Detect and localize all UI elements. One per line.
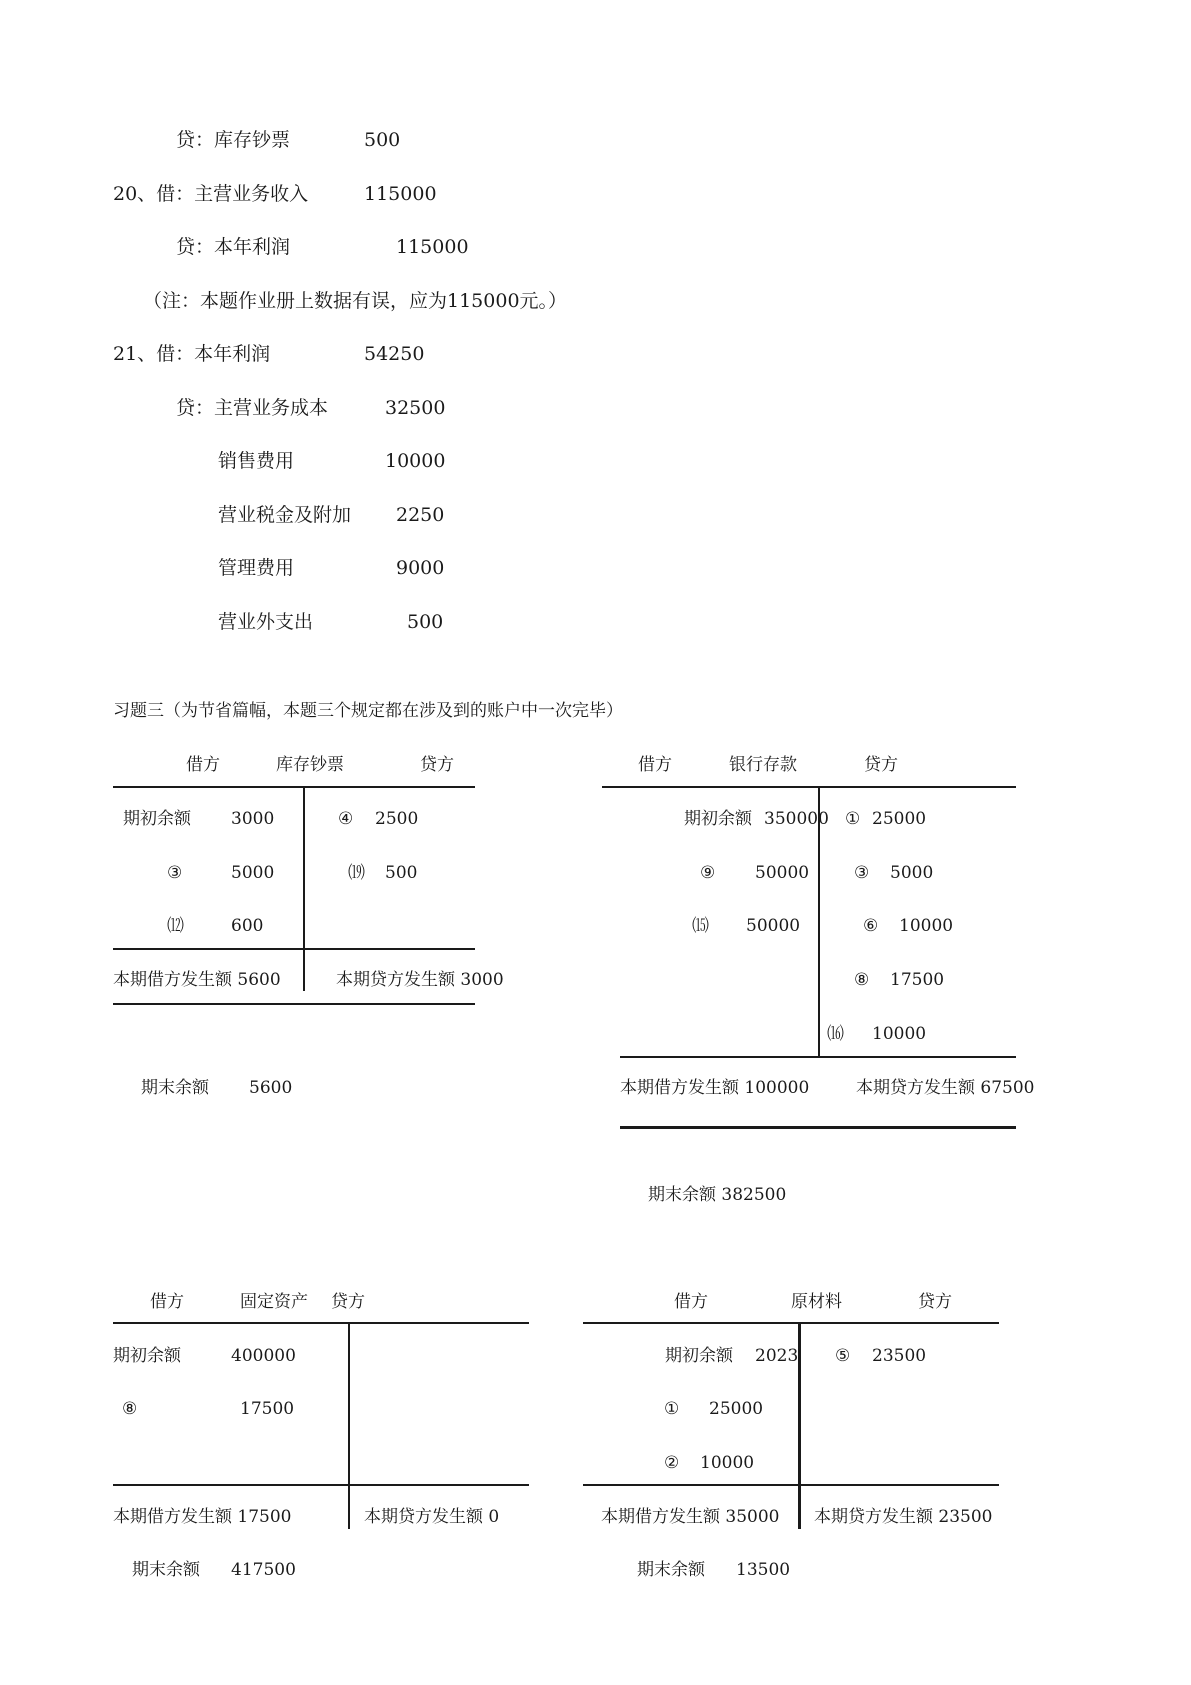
debit-total: 本期借方发生额 17500 [113, 1507, 292, 1527]
credit-header: 贷方 [420, 755, 454, 775]
debit-ref: 期初余额 [665, 1346, 733, 1366]
debit-amount: 2023 [755, 1346, 799, 1366]
journal-note: （注：本题作业册上数据有误，应为115000元。） [143, 290, 568, 312]
credit-total: 本期贷方发生额 3000 [336, 970, 504, 990]
journal-amount: 10000 [385, 450, 446, 472]
debit-amount: 25000 [709, 1399, 764, 1419]
credit-ref: ⑥ [863, 916, 879, 936]
credit-amount: 10000 [899, 916, 954, 936]
debit-ref: ⑧ [122, 1399, 138, 1419]
journal-amount: 115000 [396, 236, 469, 258]
credit-header: 贷方 [918, 1292, 952, 1312]
journal-amount: 32500 [385, 397, 446, 419]
debit-amount: 3000 [231, 809, 275, 829]
ending-balance: 期末余额 382500 [648, 1185, 787, 1205]
total-rule [583, 1484, 999, 1486]
debit-ref: ⒂ [692, 916, 709, 936]
debit-amount: 5000 [231, 863, 275, 883]
debit-total: 本期借方发生额 5600 [113, 970, 281, 990]
header-rule [113, 786, 475, 788]
total-rule [620, 1056, 1016, 1058]
debit-amount: 400000 [231, 1346, 296, 1366]
ending-amount: 13500 [736, 1560, 791, 1580]
journal-amount: 500 [407, 611, 444, 633]
journal-account: 贷：库存钞票 [176, 129, 291, 151]
bottom-rule [620, 1126, 1016, 1129]
debit-header: 借方 [638, 755, 672, 775]
debit-ref: ⑨ [700, 863, 716, 883]
credit-amount: 10000 [872, 1024, 927, 1044]
journal-amount: 9000 [396, 557, 445, 579]
debit-header: 借方 [186, 755, 220, 775]
header-rule [113, 1322, 529, 1324]
account-name: 原材料 [791, 1292, 842, 1312]
bottom-rule [113, 1003, 475, 1005]
credit-ref: ③ [854, 863, 870, 883]
credit-ref: ⑧ [854, 970, 870, 990]
credit-ref: ⑤ [835, 1346, 851, 1366]
center-rule [798, 1322, 801, 1529]
credit-ref: ④ [338, 809, 354, 829]
debit-ref: 期初余额 [123, 809, 191, 829]
journal-account: 管理费用 [218, 557, 295, 579]
debit-ref: ③ [167, 863, 183, 883]
journal-account: 贷：本年利润 [176, 236, 291, 258]
total-rule [113, 1484, 529, 1486]
journal-account: 营业外支出 [218, 611, 314, 633]
debit-total: 本期借方发生额 35000 [601, 1507, 780, 1527]
section-title: 习题三（为节省篇幅，本题三个规定都在涉及到的账户中一次完毕） [113, 701, 623, 721]
debit-header: 借方 [674, 1292, 708, 1312]
total-rule [113, 948, 475, 950]
debit-ref: ① [664, 1399, 680, 1419]
debit-amount: 50000 [755, 863, 810, 883]
credit-total: 本期贷方发生额 67500 [856, 1078, 1035, 1098]
debit-header: 借方 [150, 1292, 184, 1312]
center-rule [348, 1322, 350, 1529]
journal-account: 销售费用 [218, 450, 295, 472]
credit-amount: 500 [385, 863, 418, 883]
center-rule [303, 786, 305, 991]
credit-ref: ⒃ [827, 1024, 844, 1044]
credit-amount: 17500 [890, 970, 945, 990]
debit-amount: 350000 [764, 809, 829, 829]
header-rule [602, 786, 1016, 788]
journal-account: 贷：主营业务成本 [176, 397, 329, 419]
debit-amount: 10000 [700, 1453, 755, 1473]
account-name: 库存钞票 [276, 755, 344, 775]
credit-ref: ① [845, 809, 861, 829]
journal-account: 20、借：主营业务收入 [113, 183, 309, 205]
journal-amount: 500 [364, 129, 401, 151]
credit-total: 本期贷方发生额 0 [364, 1507, 500, 1527]
credit-amount: 23500 [872, 1346, 927, 1366]
journal-account: 营业税金及附加 [218, 504, 352, 526]
ending-label: 期末余额 [637, 1560, 705, 1580]
credit-amount: 2500 [375, 809, 419, 829]
debit-amount: 600 [231, 916, 264, 936]
header-rule [583, 1322, 999, 1324]
credit-amount: 5000 [890, 863, 934, 883]
ending-amount: 5600 [249, 1078, 293, 1098]
account-name: 银行存款 [729, 755, 797, 775]
debit-ref: 期初余额 [113, 1346, 181, 1366]
debit-amount: 17500 [240, 1399, 295, 1419]
debit-ref: ② [664, 1453, 680, 1473]
debit-amount: 50000 [746, 916, 801, 936]
ending-label: 期末余额 [132, 1560, 200, 1580]
ending-amount: 417500 [231, 1560, 296, 1580]
ending-label: 期末余额 [141, 1078, 209, 1098]
journal-amount: 115000 [364, 183, 437, 205]
credit-header: 贷方 [331, 1292, 365, 1312]
credit-ref: ⒆ [348, 863, 365, 883]
debit-ref: 期初余额 [684, 809, 752, 829]
journal-amount: 2250 [396, 504, 445, 526]
credit-header: 贷方 [864, 755, 898, 775]
journal-account: 21、借：本年利润 [113, 343, 271, 365]
account-name: 固定资产 [240, 1292, 308, 1312]
journal-amount: 54250 [364, 343, 425, 365]
debit-ref: ⑿ [167, 916, 184, 936]
credit-amount: 25000 [872, 809, 927, 829]
credit-total: 本期贷方发生额 23500 [814, 1507, 993, 1527]
debit-total: 本期借方发生额 100000 [620, 1078, 810, 1098]
